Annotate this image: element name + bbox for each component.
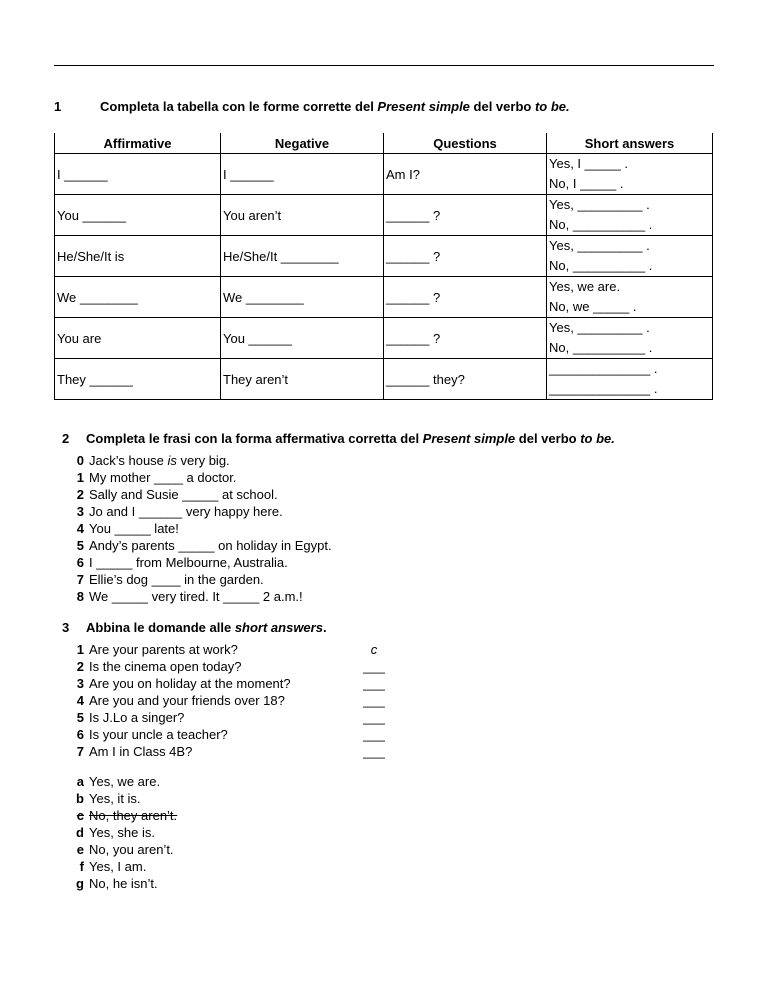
be-forms-table — [54, 133, 713, 400]
exercise-3-title — [86, 620, 327, 635]
table-row — [55, 195, 713, 236]
list-item — [64, 486, 332, 503]
ex2-title-em1: Present simple — [422, 431, 516, 446]
option-letter: e — [76, 842, 84, 857]
short-answer-yes: Yes, _________ . — [549, 238, 650, 253]
header-affirmative: Affirmative — [55, 133, 221, 154]
option-text: Yes, it is. — [89, 791, 141, 806]
cell-short-answers — [547, 359, 713, 400]
table-header-row — [55, 133, 713, 154]
cell-negative: You ______ — [221, 318, 384, 359]
item-number: 8 — [76, 589, 84, 604]
short-answer-no: No, I _____ . — [549, 176, 624, 191]
short-answer-yes: Yes, _________ . — [549, 320, 650, 335]
top-rule — [54, 65, 714, 66]
cell-affirmative: You ______ — [55, 195, 221, 236]
exercise-2-list — [64, 452, 332, 605]
answer-blank: ___ — [363, 744, 385, 759]
option-letter: b — [76, 791, 84, 806]
item-number: 6 — [76, 555, 84, 570]
question-number: 1 — [76, 642, 84, 657]
short-answer-yes: Yes, I _____ . — [549, 156, 629, 171]
list-item — [64, 841, 177, 858]
question-number: 6 — [76, 727, 84, 742]
table-row — [55, 236, 713, 277]
list-item — [64, 692, 291, 709]
table-row — [55, 318, 713, 359]
ex2-title-pre: Completa le frasi con la forma affermativa corretta del — [86, 431, 423, 446]
question-text: Is J.Lo a singer? — [89, 710, 185, 725]
item-number: 0 — [76, 453, 84, 468]
item-text-em: is — [167, 453, 177, 468]
cell-short-answers — [547, 154, 713, 195]
cell-affirmative: You are — [55, 318, 221, 359]
short-answer-no: No, __________ . — [549, 258, 653, 273]
question-number: 5 — [76, 710, 84, 725]
list-item — [64, 790, 177, 807]
header-questions: Questions — [384, 133, 547, 154]
question-number: 4 — [76, 693, 84, 708]
item-number: 1 — [76, 470, 84, 485]
answer-column — [362, 641, 386, 760]
answer-blank: ___ — [363, 710, 385, 725]
header-short-answers: Short answers — [547, 133, 713, 154]
cell-short-answers — [547, 277, 713, 318]
question-text: Are you on holiday at the moment? — [89, 676, 291, 691]
question-number: 7 — [76, 744, 84, 759]
list-item — [64, 726, 291, 743]
list-item — [64, 641, 291, 658]
item-text: Sally and Susie _____ at school. — [89, 487, 278, 502]
short-answer-no: No, we _____ . — [549, 299, 637, 314]
option-text: No, they aren’t. — [89, 808, 178, 823]
cell-affirmative: They ______ — [55, 359, 221, 400]
cell-short-answers — [547, 195, 713, 236]
item-text: Jo and I ______ very happy here. — [89, 504, 283, 519]
ex1-title-pre: Completa la tabella con le forme corrette del — [100, 99, 378, 114]
option-letter: a — [76, 774, 84, 789]
question-number: 2 — [76, 659, 84, 674]
table-row — [55, 359, 713, 400]
question-text: Am I in Class 4B? — [89, 744, 193, 759]
option-text: Yes, I am. — [89, 859, 147, 874]
ex1-title-mid: del verbo — [469, 99, 535, 114]
list-item — [64, 773, 177, 790]
item-text: I _____ from Melbourne, Australia. — [89, 555, 288, 570]
cell-question: ______ ? — [384, 195, 547, 236]
item-text-pre: Jack’s house — [89, 453, 168, 468]
exercise-2-title — [86, 431, 615, 446]
short-answer-yes: ______________ . — [549, 361, 658, 376]
exercise-3-questions — [64, 641, 291, 760]
answer-blank: ___ — [363, 693, 385, 708]
item-text: You _____ late! — [89, 521, 179, 536]
cell-negative: We ________ — [221, 277, 384, 318]
item-text: Ellie’s dog ____ in the garden. — [89, 572, 264, 587]
question-text: Is your uncle a teacher? — [89, 727, 228, 742]
cell-question: ______ they? — [384, 359, 547, 400]
table-row — [55, 154, 713, 195]
exercise-3-number: 3 — [62, 620, 70, 635]
question-text: Are you and your friends over 18? — [89, 693, 285, 708]
table-row — [55, 277, 713, 318]
item-text-post: very big. — [176, 453, 230, 468]
cell-negative: He/She/It ________ — [221, 236, 384, 277]
option-letter: c — [76, 808, 84, 823]
ex3-title-pre: Abbina le domande alle — [86, 620, 235, 635]
cell-negative: They aren’t — [221, 359, 384, 400]
short-answer-no: No, __________ . — [549, 340, 653, 355]
cell-short-answers — [547, 318, 713, 359]
ex1-title-em2: to be. — [534, 99, 570, 114]
list-item — [64, 452, 332, 469]
ex3-title-em: short answers — [234, 620, 323, 635]
ex2-title-mid: del verbo — [515, 431, 581, 446]
option-text: Yes, she is. — [89, 825, 156, 840]
cell-question: ______ ? — [384, 236, 547, 277]
item-text: We _____ very tired. It _____ 2 a.m.! — [89, 589, 303, 604]
cell-question: ______ ? — [384, 318, 547, 359]
list-item — [64, 824, 177, 841]
exercise-2-number: 2 — [62, 431, 70, 446]
cell-affirmative: He/She/It is — [55, 236, 221, 277]
question-text: Is the cinema open today? — [89, 659, 242, 674]
cell-negative: I ______ — [221, 154, 384, 195]
exercise-1-number: 1 — [54, 99, 62, 114]
list-item-struck — [64, 807, 177, 824]
answer-blank: ___ — [363, 727, 385, 742]
answer-blank: ___ — [363, 676, 385, 691]
short-answer-no: No, __________ . — [549, 217, 653, 232]
option-text: No, he isn’t. — [89, 876, 158, 891]
list-item — [64, 537, 332, 554]
cell-affirmative: We ________ — [55, 277, 221, 318]
short-answer-no: ______________ . — [549, 381, 658, 396]
short-answer-yes: Yes, we are. — [549, 279, 621, 294]
ex1-title-em1: Present simple — [377, 99, 470, 114]
list-item — [64, 675, 291, 692]
header-negative: Negative — [221, 133, 384, 154]
item-text: My mother ____ a doctor. — [89, 470, 237, 485]
item-number: 4 — [76, 521, 84, 536]
item-number: 5 — [76, 538, 84, 553]
item-text: Andy’s parents _____ on holiday in Egypt. — [89, 538, 332, 553]
list-item — [64, 709, 291, 726]
cell-question: Am I? — [384, 154, 547, 195]
option-text: No, you aren’t. — [89, 842, 174, 857]
option-letter: g — [76, 876, 84, 891]
cell-affirmative: I ______ — [55, 154, 221, 195]
list-item — [64, 875, 177, 892]
option-text: Yes, we are. — [89, 774, 161, 789]
item-number: 2 — [76, 487, 84, 502]
option-letter: d — [76, 825, 84, 840]
list-item — [64, 571, 332, 588]
exercise-3-options — [64, 773, 177, 892]
list-item — [64, 658, 291, 675]
list-item — [64, 588, 332, 605]
cell-question: ______ ? — [384, 277, 547, 318]
cell-negative: You aren’t — [221, 195, 384, 236]
item-number: 3 — [76, 504, 84, 519]
option-letter: f — [79, 859, 84, 874]
item-number: 7 — [76, 572, 84, 587]
list-item — [64, 554, 332, 571]
item-text — [89, 452, 230, 469]
question-text: Are your parents at work? — [89, 642, 238, 657]
answer-blank: c — [370, 642, 378, 657]
short-answer-yes: Yes, _________ . — [549, 197, 650, 212]
list-item — [64, 743, 291, 760]
answer-blank: ___ — [363, 659, 385, 674]
list-item — [64, 503, 332, 520]
list-item — [64, 520, 332, 537]
exercise-1-title — [100, 99, 570, 114]
list-item — [64, 469, 332, 486]
question-number: 3 — [76, 676, 84, 691]
list-item — [64, 858, 177, 875]
cell-short-answers — [547, 236, 713, 277]
ex2-title-em2: to be. — [580, 431, 615, 446]
ex3-title-post: . — [322, 620, 327, 635]
